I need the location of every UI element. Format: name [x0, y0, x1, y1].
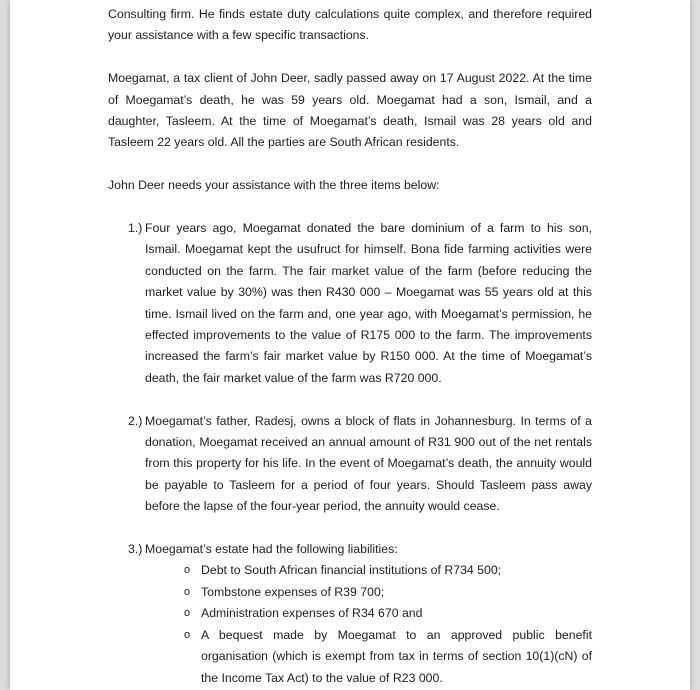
- liability-item: [184, 560, 592, 581]
- liability-text: Administration expenses of R34 670 and: [201, 606, 423, 621]
- document-page: [10, 0, 690, 690]
- list-item-text: Four years ago, Moegamat donated the bare dominium of a farm to his son, Ismail. Moegamat kept the usufruct for himself. Bona fide farming activities were conducted on the farm. The fair market value of the farm (before reducing the market value by 30%) was then R430 000 – Moegamat was 55 years old at this time. Ismail lived on the farm and, one year ago, with Moegamat’s permission, he effected improvements to the value of R175 000 to the farm. The improvements increased the farm’s fair market value by R150 000. At the time of Moegamat’s death, the fair market value of the farm was R720 000.: [145, 221, 592, 385]
- liabilities-list: [108, 560, 592, 688]
- intro-paragraph: Consulting firm. He finds estate duty calculations quite complex, and therefore required your assistance with a few specific transactions.: [108, 7, 592, 43]
- bullet-circle-icon: o: [184, 607, 191, 620]
- list-item-3: [108, 539, 592, 560]
- document-body: [108, 4, 592, 689]
- request-paragraph: John Deer needs your assistance with the three items below:: [108, 178, 440, 193]
- liability-text: A bequest made by Moegamat to an approved public benefit organisation (which is exempt from tax in terms of section 10(1)(cN) of the Income Tax Act) to the value of R23 000.: [201, 627, 592, 685]
- background-paragraph: Moegamat, a tax client of John Deer, sadly passed away on 17 August 2022. At the time of Moegamat’s death, he was 59 years old. Moegamat had a son, Ismail, and a daughter, Tasleem. At the time of Moegamat’s death, Ismail was 28 years old and Tasleem 22 years old. All the parties are South African residents.: [108, 71, 592, 150]
- bullet-circle-icon: o: [184, 564, 191, 577]
- list-item-text: Moegamat’s father, Radesj, owns a block of flats in Johannesburg. In terms of a donation, Moegamat received an annual amount of R31 900 out of the net rentals from this property for his life. In the event of Moegamat’s death, the annuity would be payable to Tasleem for a period of four years. Should Tasleem pass away before the lapse of the four-year period, the annuity would cease.: [145, 413, 592, 514]
- bullet-circle-icon: o: [184, 585, 191, 598]
- liability-item: [184, 603, 592, 624]
- liability-text: Debt to South African financial institutions of R734 500;: [201, 563, 502, 578]
- list-item-2: [108, 411, 592, 518]
- list-item-number: 3.): [128, 542, 143, 557]
- liability-item: [184, 625, 592, 689]
- liability-text: Tombstone expenses of R39 700;: [201, 584, 385, 599]
- list-item-number: 1.): [128, 221, 143, 236]
- list-item-number: 2.): [128, 413, 143, 428]
- list-item-text: Moegamat’s estate had the following liabilities:: [145, 542, 398, 557]
- bullet-circle-icon: o: [184, 628, 191, 641]
- liability-item: [184, 582, 592, 603]
- list-item-1: [108, 218, 592, 389]
